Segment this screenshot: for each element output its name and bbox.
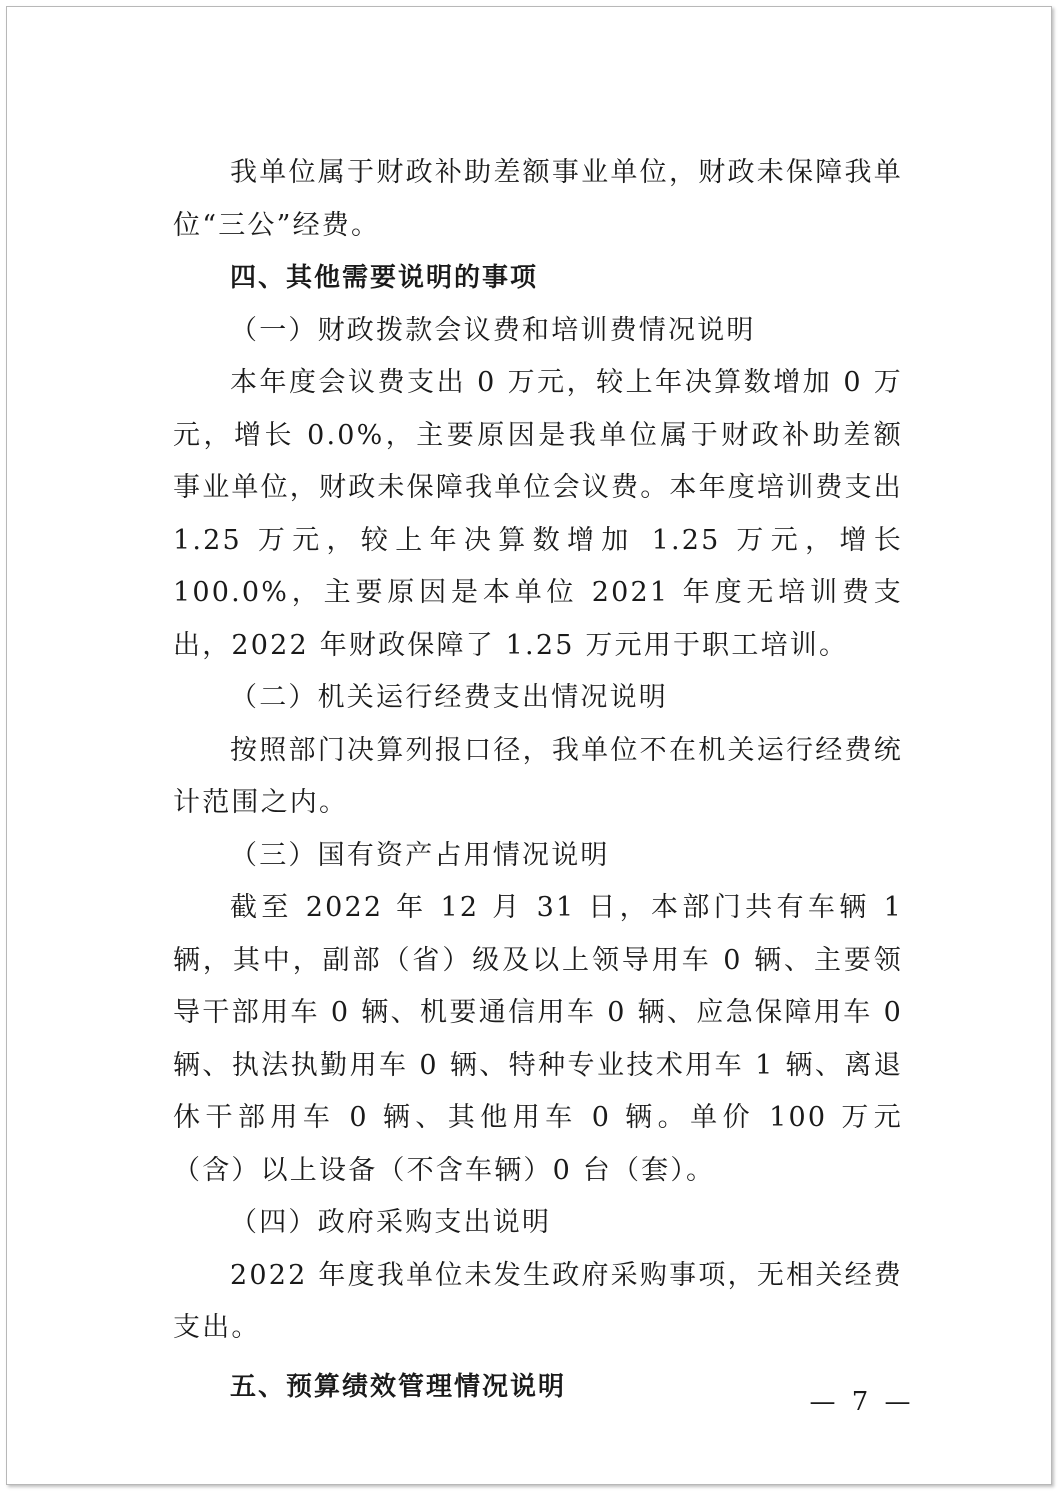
page-content [173, 147, 903, 1413]
subheading-operating-expenses: （二）机关运行经费支出情况说明 [230, 682, 668, 713]
section-heading-performance: 五、预算绩效管理情况说明 [230, 1371, 567, 1402]
subheading-meeting-training: （一）财政拨款会议费和培训费情况说明 [230, 314, 756, 346]
section-heading-other-matters: 四、其他需要说明的事项 [230, 263, 539, 293]
paragraph-state-assets: 截至 2022 年 12 月 31 日，本部门共有车辆 1 辆，其中，副部（省）级及以上领导用车 0 辆、主要领导干部用车 0 辆、机要通信用车 0 辆、应急保障用车 0 辆、执法执勤用车 0 辆、特种专业技术用车 1 辆、离退休干部用车 0 辆、其他用车 0 辆。单价 100 万元（含）以上设备（不含车辆）0 台（套）。 [173, 892, 903, 1186]
paragraph-operating-expenses: 按照部门决算列报口径，我单位不在机关运行经费统计范围之内。 [173, 734, 903, 818]
subheading-procurement: （四）政府采购支出说明 [230, 1207, 552, 1238]
page-number: — 7 — [809, 1387, 915, 1417]
subheading-state-assets: （三）国有资产占用情况说明 [230, 839, 610, 871]
paragraph-procurement: 2022 年度我单位未发生政府采购事项，无相关经费支出。 [173, 1259, 903, 1343]
paragraph-sangong: 我单位属于财政补助差额事业单位，财政未保障我单位“三公”经费。 [173, 157, 903, 241]
document-page [6, 6, 1052, 1485]
paragraph-meeting-training: 本年度会议费支出 0 万元，较上年决算数增加 0 万元，增长 0.0%，主要原因是我单位属于财政补助差额事业单位，财政未保障我单位会议费。本年度培训费支出 1.25 万元，较上年决算数增加 1.25 万元，增长 100.0%，主要原因是本单位 2021 年度无培训费支出，2022 年财政保障了 1.25 万元用于职工培训。 [173, 367, 903, 661]
